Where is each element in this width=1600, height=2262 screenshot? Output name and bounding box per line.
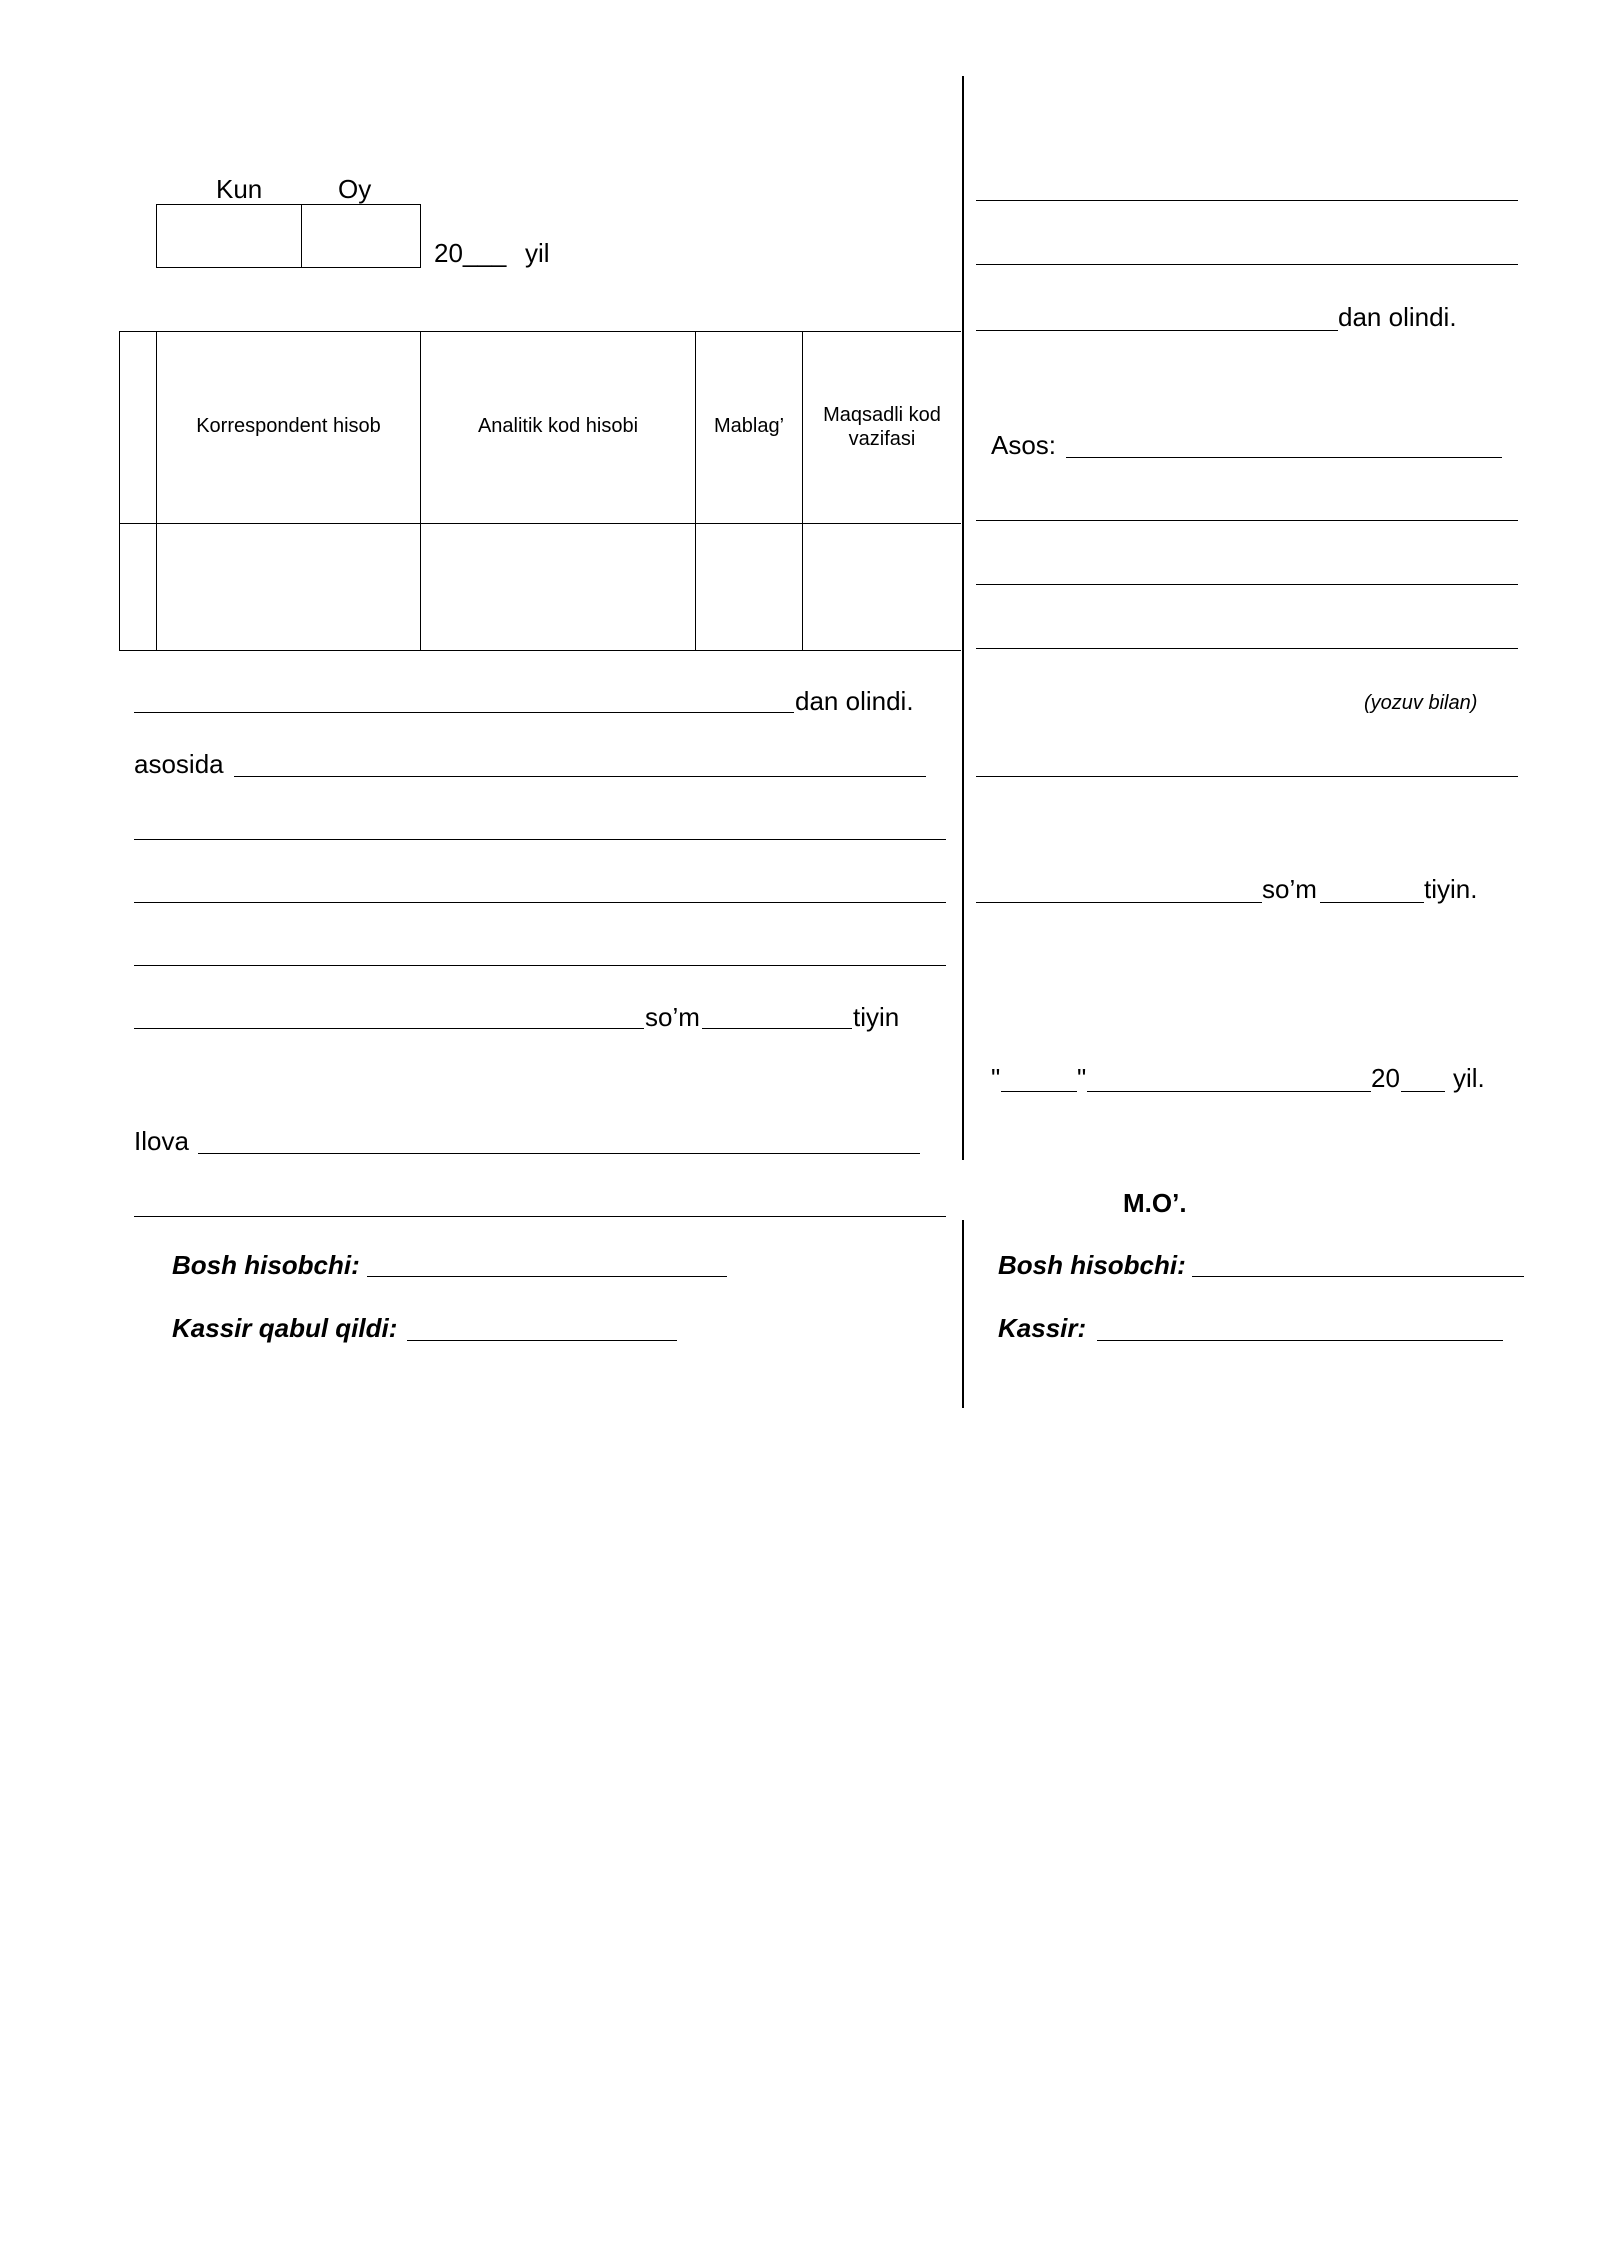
cell-correspondent-account[interactable] [157,525,419,649]
right-line-4[interactable] [976,584,1518,585]
right-basis-field[interactable] [1066,457,1502,458]
left-received-from-field[interactable] [134,712,794,713]
right-chief-accountant-label: Bosh hisobchi: [998,1250,1186,1280]
left-basis-field[interactable] [234,776,926,777]
right-line-3[interactable] [976,520,1518,521]
stamp-label: M.O’. [1123,1188,1187,1218]
right-date-month-field[interactable] [1087,1091,1371,1092]
left-chief-accountant-label: Bosh hisobchi: [172,1250,360,1280]
left-basis-label: asosida [134,749,224,779]
right-date-year-field[interactable] [1401,1091,1445,1092]
right-received-from-label: dan olindi. [1338,302,1457,332]
month-field[interactable] [300,204,421,268]
right-date-year-prefix: 20 [1371,1063,1400,1093]
accounting-table [119,331,961,651]
right-chief-accountant-signature[interactable] [1192,1276,1524,1277]
receipt-divider-lower [962,1220,964,1408]
left-attachment-field[interactable] [198,1153,920,1154]
left-tiyin-field[interactable] [702,1028,852,1029]
left-basis-line-4[interactable] [134,965,946,966]
right-in-words-note: (yozuv bilan) [1364,692,1478,714]
right-line-2[interactable] [976,264,1518,265]
left-basis-line-3[interactable] [134,902,946,903]
left-tiyin-label: tiyin [853,1002,900,1032]
header-purpose-code: Maqsadli kod vazifasi [823,404,941,450]
cell-analytic-code[interactable] [421,525,694,649]
left-cashier-label: Kassir qabul qildi: [172,1313,398,1343]
left-received-from-label: dan olindi. [795,686,914,716]
table-frame-top [119,331,961,332]
header-amount: Mablag’ [713,415,785,437]
right-amount-words-field[interactable] [976,776,1518,777]
date-year-prefix: 20___ [434,238,507,268]
day-field[interactable] [156,204,302,268]
left-chief-accountant-signature[interactable] [367,1276,727,1277]
left-cashier-signature[interactable] [407,1340,677,1341]
right-som-label: so’m [1262,874,1317,904]
right-tiyin-field[interactable] [1320,902,1424,903]
right-date-day-field[interactable] [1001,1091,1077,1092]
cell-purpose-code[interactable] [803,525,960,649]
left-som-label: so’m [645,1002,700,1032]
right-date-close-quote: " [1077,1063,1087,1093]
table-left-border [119,331,120,651]
right-date-open-quote: " [991,1063,1001,1093]
cell-amount[interactable] [696,525,801,649]
table-header-divider [119,523,961,524]
right-tiyin-label: tiyin. [1424,874,1478,904]
right-som-field[interactable] [976,902,1262,903]
month-label: Oy [338,174,372,204]
right-basis-label: Asos: [991,430,1057,460]
right-received-from-field[interactable] [976,330,1338,331]
header-analytic-code: Analitik kod hisobi [477,415,639,437]
right-cashier-signature[interactable] [1097,1340,1503,1341]
right-date-year-suffix: yil. [1453,1063,1485,1093]
left-attachment-label: Ilova [134,1126,189,1156]
day-label: Kun [216,174,263,204]
right-line-1[interactable] [976,200,1518,201]
date-year-suffix: yil [525,238,550,268]
right-cashier-label: Kassir: [998,1313,1087,1343]
left-som-field[interactable] [134,1028,644,1029]
header-correspondent-account: Korrespondent hisob [196,415,381,437]
left-attachment-line-2[interactable] [134,1216,946,1217]
receipt-divider-upper [962,76,964,1160]
table-frame-bottom [119,650,961,651]
left-basis-line-2[interactable] [134,839,946,840]
right-line-5[interactable] [976,648,1518,649]
